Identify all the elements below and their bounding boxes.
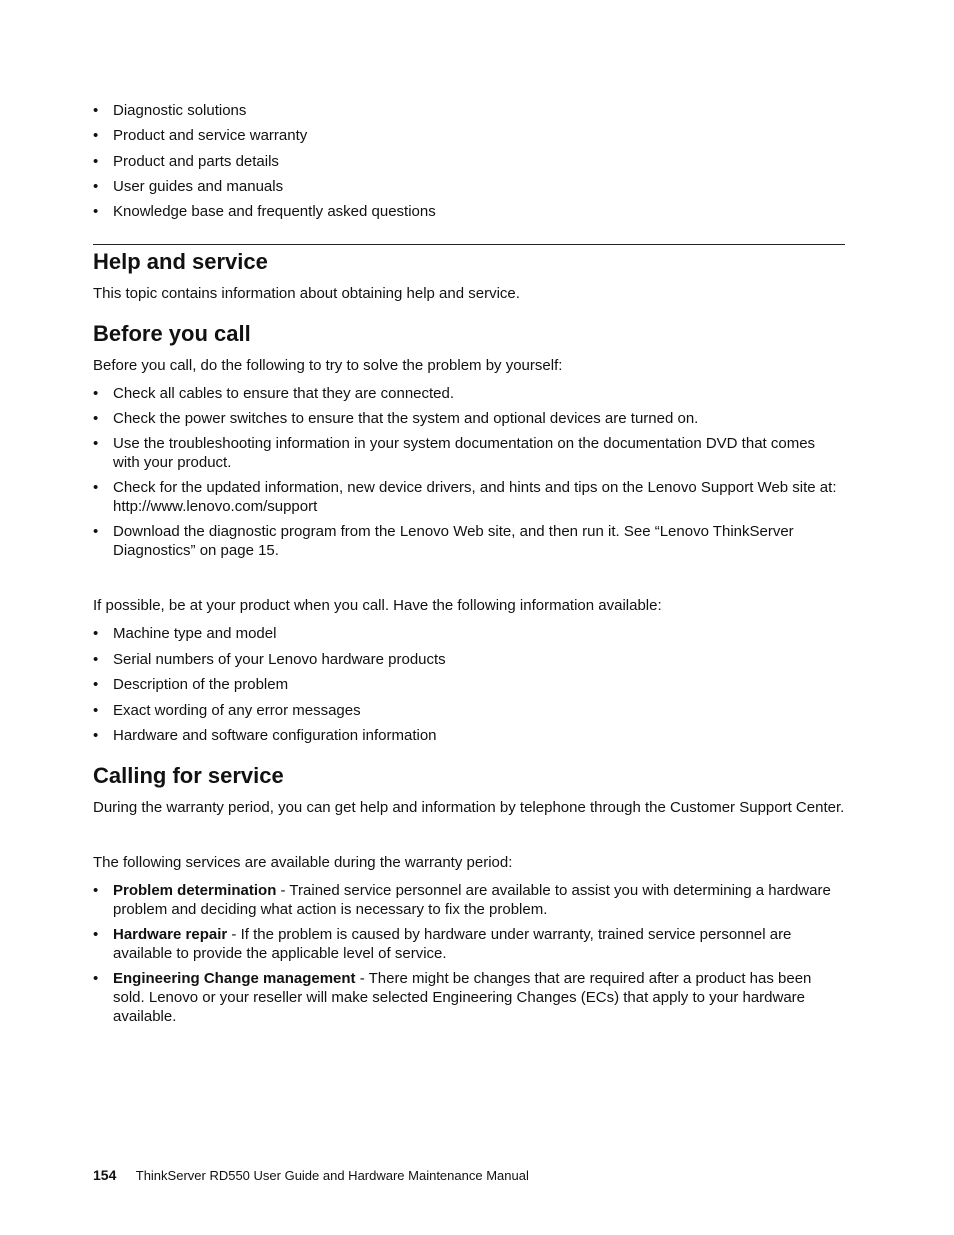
step-text: Check for the updated information, new device drivers, and hints and tips on the Lenovo Support Web site at:	[113, 479, 837, 496]
calling-heading: Calling for service	[93, 763, 284, 788]
list-item: • Check all cables to ensure that they are connected.	[93, 384, 845, 403]
before-heading: Before you call	[93, 321, 251, 346]
services-intro: The following services are available during the warranty period:	[93, 854, 513, 871]
list-item	[93, 881, 845, 919]
list-item	[93, 969, 845, 1026]
document-title: ThinkServer RD550 User Guide and Hardware Maintenance Manual	[135, 1168, 529, 1183]
list-item: • Exact wording of any error messages	[93, 701, 845, 720]
page-footer	[93, 1166, 529, 1185]
before-steps-list	[93, 384, 845, 566]
service-term: Engineering Change management	[113, 970, 356, 987]
list-item: • Download the diagnostic program from the Lenovo Web site, and then run it. See “Lenovo ThinkServer Diagnostics” on page 15.	[93, 522, 845, 560]
info-list	[93, 624, 845, 751]
service-term: Hardware repair	[113, 926, 228, 943]
calling-intro: During the warranty period, you can get help and information by telephone through the Customer Support Center.	[93, 799, 845, 816]
service-desc: - Trained service personnel are available to assist you with determining a hardware problem and deciding what action is necessary to fix the problem.	[113, 882, 831, 918]
service-desc: - If the problem is caused by hardware under warranty, trained service personnel are available to provide the applicable level of service.	[113, 926, 792, 962]
support-link[interactable]: http://www.lenovo.com/support	[113, 498, 318, 515]
list-item: • Knowledge base and frequently asked questions	[93, 202, 436, 227]
list-item: • Description of the problem	[93, 675, 845, 694]
list-item: • Serial numbers of your Lenovo hardware products	[93, 650, 845, 669]
resource-list	[93, 101, 436, 227]
list-item: • Hardware and software configuration information	[93, 726, 845, 745]
page-number: 154	[93, 1167, 117, 1183]
list-item	[93, 925, 845, 963]
list-item: • User guides and manuals	[93, 177, 436, 202]
list-item	[93, 478, 845, 516]
info-intro: If possible, be at your product when you call. Have the following information available:	[93, 597, 662, 614]
list-item: • Check the power switches to ensure that the system and optional devices are turned on.	[93, 409, 845, 428]
list-item: • Product and parts details	[93, 152, 436, 177]
help-heading: Help and service	[93, 249, 268, 274]
list-item: • Machine type and model	[93, 624, 845, 643]
list-item: • Use the troubleshooting information in your system documentation on the documentation DVD that comes with your product.	[93, 434, 845, 472]
list-item: • Product and service warranty	[93, 126, 436, 151]
help-intro: This topic contains information about obtaining help and service.	[93, 285, 520, 302]
section-divider	[93, 244, 845, 245]
services-list	[93, 881, 845, 1032]
service-desc: - There might be changes that are required after a product has been sold. Lenovo or your reseller will make selected Engineering Changes (ECs) that apply to your hardware available.	[113, 970, 812, 1025]
list-item: • Diagnostic solutions	[93, 101, 436, 126]
service-term: Problem determination	[113, 882, 277, 899]
before-intro: Before you call, do the following to try to solve the problem by yourself:	[93, 357, 563, 374]
